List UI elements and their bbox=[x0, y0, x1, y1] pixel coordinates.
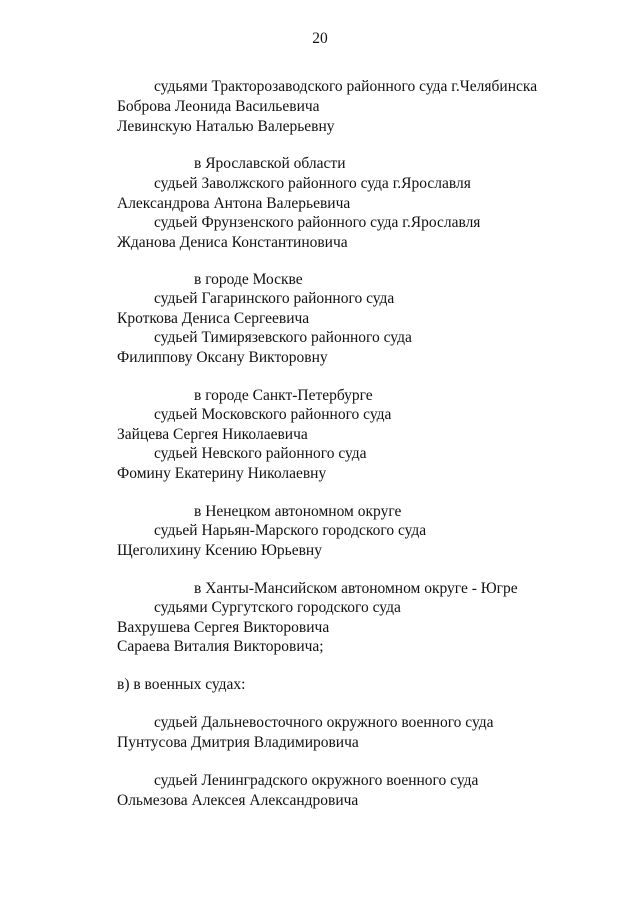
judge-name: Пунтусова Дмитрия Владимировича bbox=[117, 734, 359, 751]
court-line: судьей Тимирязевского районного суда bbox=[154, 329, 412, 346]
court-line: судьями Сургутского городского суда bbox=[154, 599, 401, 616]
region-header: в городе Москве bbox=[194, 271, 303, 288]
judge-name: Александрова Антона Валерьевича bbox=[117, 195, 351, 212]
region-header: в городе Санкт-Петербурге bbox=[194, 387, 373, 404]
judge-name: Вахрушева Сергея Викторовича bbox=[117, 619, 330, 636]
court-line: судьей Гагаринского районного суда bbox=[154, 290, 395, 307]
judge-name: Фомину Екатерину Николаевну bbox=[117, 465, 327, 482]
court-line: судьей Фрунзенского районного суда г.Ярославля bbox=[154, 214, 481, 231]
court-line: судьей Заволжского районного суда г.Ярославля bbox=[154, 175, 471, 192]
judge-name: Левинскую Наталью Валерьевну bbox=[117, 118, 335, 135]
judge-name: Зайцева Сергея Николаевича bbox=[117, 426, 308, 443]
judge-name: Кроткова Дениса Сергеевича bbox=[117, 310, 310, 327]
judge-name: Боброва Леонида Васильевича bbox=[117, 98, 320, 115]
court-line: судьей Невского районного суда bbox=[154, 445, 367, 462]
court-line: судьей Нарьян-Марского городского суда bbox=[154, 522, 427, 539]
judge-name: Жданова Дениса Константиновича bbox=[117, 234, 348, 251]
court-line: судьей Ленинградского окружного военного суда bbox=[154, 772, 479, 789]
judge-name: Ольмезова Алексея Александровича bbox=[117, 792, 359, 809]
judge-name: Сараева Виталия Викторовича; bbox=[117, 638, 324, 655]
region-header: в Ненецком автономном округе bbox=[194, 503, 402, 520]
judge-name: Филиппову Оксану Викторовну bbox=[117, 349, 328, 366]
section-header: в) в военных судах: bbox=[117, 676, 246, 693]
region-header: в Ханты-Мансийском автономном округе - Югре bbox=[194, 580, 518, 597]
court-line: судьей Дальневосточного окружного военного суда bbox=[154, 714, 494, 731]
court-line: судьями Тракторозаводского районного суда г.Челябинска bbox=[154, 78, 538, 95]
region-header: в Ярославской области bbox=[194, 155, 346, 172]
court-line: судьей Московского районного суда bbox=[154, 406, 392, 423]
judge-name: Щеголихину Ксению Юрьевну bbox=[117, 542, 322, 559]
page-number: 20 bbox=[312, 30, 328, 47]
